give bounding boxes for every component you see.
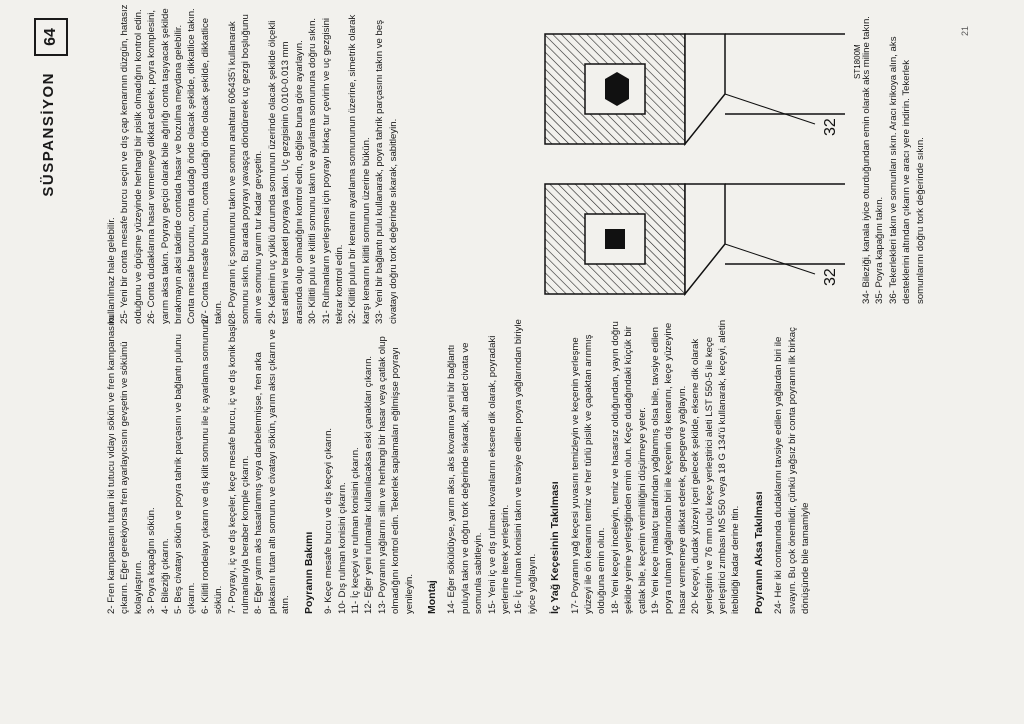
diagram-reference-code: ST1800M [853,44,862,79]
step-13: 13- Poyranın yağlarını silin ve herhangi bir hasar veya çatlak olup olmadığını kontrol edin. Tekerlek saplamaları eğilmişse poyrayı yenileyin. [376,336,415,614]
section-title: SÜSPANSİYON [40,72,57,197]
callout-right-label: 32 [822,118,839,136]
step-18: 18- Yeni keçeyi inceleyin, temiz ve hasarsız olduğundan, yayın doğru şekilde yerine yerleştiğinden emin olun. Keçe dudağındaki küçük bir çatlak bile, keçenin verimliliğini düşürmeye yeter. [609,321,648,614]
left-column [105,314,813,614]
step-5: 5- Beş civatayı sökün ve poyra tahrik parçasını ve bağlantı pulunu çıkarın. [173,334,198,614]
step-7: 7- Poyrayı, iç ve dış keçeler, keçe mesafe burcu, iç ve dış konik başlı rulmanlarıyla beraber komple çıkarın. [226,321,252,614]
right-column [105,4,400,324]
step-9: 9- Keçe mesafe burcu ve dış keçeyi çıkarın. [323,427,335,614]
step-14: 14- Eğer söküldüyse, yarım aksı, aks kovanına yeni bir bağlantı puluyla takın ve doğru tork değerinde sıkarak, altı adet civata ve somunla sabitleyin. [446,342,485,614]
step-6: 6- Kilitli rondelayı çıkarın ve dış kilit somunu ile iç ayarlama somununu sökün. [199,316,225,614]
step-15: 15- Yeni iç ve dış rulman kovanlarını eksene dik olarak, poyradaki yerlerine iterek yerleştirin. [486,335,511,614]
step-26: 26- Conta dudaklarına hasar vermemeye dikkat ederek, poyra komplesini, yarım aksa takın. Poyrayı geçici olarak bile ağırlığı conta taşıyacak şekilde bırakmayın aksi takdirde contada hasar ve bozulma meydana gelebilir. Conta mesafe burcunu, conta dudağı önde olacak şekilde, dikkatlice takın. [146,8,198,324]
step-2: 2- Fren kampanasını tutan iki tutucu vidayı sökün ve fren kampanasını çıkarın. Eğer gerekiyorsa fren ayarlayıcısını gevşetin ve sökümü kolaylaştırın. [106,315,144,614]
step-36: 36- Tekerlekleri takın ve somunları sıkın. Aracı krikoya alın, aks desteklerini altından çıkarın ve aracı yere indirin. Tekerlek somunlarını doğru tork değerinde sıkın. [887,36,926,304]
step-8: 8- Eğer yarım aks hasarlanmış veya darbelenmişse, fren arka plakasını tutan altı somunu ve civatayı sökün, yarım aksı çıkarın ve atın. [253,329,292,614]
callout-right-leader [725,94,815,124]
step-32: 32- Kilitli pulun bir kenarını ayarlama somununun üzerine, simetrik olarak karşı kenarını kilitli somunun üzerine bükün. [347,14,372,324]
step-16: 16- İç rulman konisini takın ve tavsiye edilen poyra yağlarından biriyle iyice yağlayın. [513,319,538,614]
step-30: 30- Kilitli pulu ve kilitli somunu takın ve ayarlama somununa doğru sıkın. [307,17,319,324]
heading-assembly: Montaj [425,580,438,614]
heading-maintenance: Poyranın Bakımı [302,531,315,614]
step-12: 12- Eğer yeni rulmanlar kullanılacaksa eski çanakları çıkarın. [363,355,375,614]
step-19: 19- Yeni keçe imalatçı tarafından yağlanmış olsa bile, tavsiye edilen poyra rulman yağlarından biri ile keçenin dış kenarını, keçe yüzeyine hasar vermemeye dikkat ederek, gepegevre yağlayın. [650,322,688,614]
step-17: 17- Poyranın yağ keçesi yuvasını temizleyin ve keçenin yerleşme yüzeyi ile ön kenarını temiz ve her türlü pislik ve çapaktan arınmış olduğuna emin olun. [569,334,608,614]
step-11: 11- İç keçeyi ve rulman konisini çıkarın. [349,447,361,614]
page-number: 64 [42,28,59,46]
right-section-drawing [545,34,845,144]
callout-left-leader [725,244,815,274]
heading-seal: İç Yağ Keçesinin Takılması [549,481,562,614]
left-section-drawing [545,184,845,294]
heading-axle: Poyranın Aksa Takılması [752,491,765,614]
bottom-column [860,14,927,304]
step-20: 20- Keçeyi, dudak yüzeyi içeri gelecek şekilde, eksene dik olarak yerleştirin ve 76 mm uçlu keçe yerleştirici aleti LST 550-5 ile keçe yerleştirici zımbası MS 550 veya 18 G 134'ü kullanarak, keçeyi, aletin itebildiği kadar derine itin. [690,319,742,614]
step-25: 25- Yeni bir conta mesafe burcu seçin ve dış çap kenarının düzgün, hatasız olduğunu ve öpüşme yüzeyinde herhangi bir pislik olmadığını kontrol edin. [119,4,144,324]
step-24-continued: kullanılmaz hale gelebilir. [106,217,117,324]
step-31: 31- Rulmanların yerleşmesi için poyrayı birkaç tur çevirin ve uç gezgisini tekrar kontrol edin. [320,17,345,324]
step-10: 10- Dış rulman konisini çıkarın. [336,482,348,614]
page-header [0,0,110,724]
hub-cross-section-diagram [525,4,865,304]
corner-number: 21 [960,26,970,37]
step-27: 27- Conta mesafe burcunu, conta dudağı önde olacak şekilde, dikkatlice takın. [199,17,225,324]
step-28: 28- Poyranın iç somununu takın ve somun anahtarı 606435'i kullanarak somunu sıkın. Bu arada poyrayı yavaşça döndürerek uç gezgi boşluğunu alın ve somunu yarım tur kadar gevşetin. [226,14,265,324]
step-34: 34- Bileziği, kanala iyice oturduğundan emin olarak aks miline takın. [861,16,872,304]
page-number-box [34,18,68,56]
step-33: 33- Yeni bir bağlantı pulu kullanarak, poyra tahrik parçasını takın ve beş civatayı doğru tork değerinde sıkarak, sabitleyin. [374,20,399,324]
step-3: 3- Poyra kapağını sökün. [146,507,158,614]
callout-left-label: 32 [822,268,839,286]
step-24: 24- Her iki contanında dudaklarını tavsiye edilen yağlardan biri ile sıvayın. Bu çok önemlidir, çünkü yağsız bir conta poyranın ilk birkaç dönüşünde bile tamamiyle [773,327,812,614]
step-4: 4- Bileziği çıkarın. [159,538,171,614]
step-29: 29- Kalemin uç yüklü durumda somunun üzerinde olacak şekilde ölçekli test aletini ve braketi poyraya takın. Uç gezgisinin 0.010-0.013 mm arasında olup olmadığını kontrol edin, değilse buna göre ayarlayın. [266,20,305,324]
step-35: 35- Poyra kapağını takın. [874,196,886,304]
